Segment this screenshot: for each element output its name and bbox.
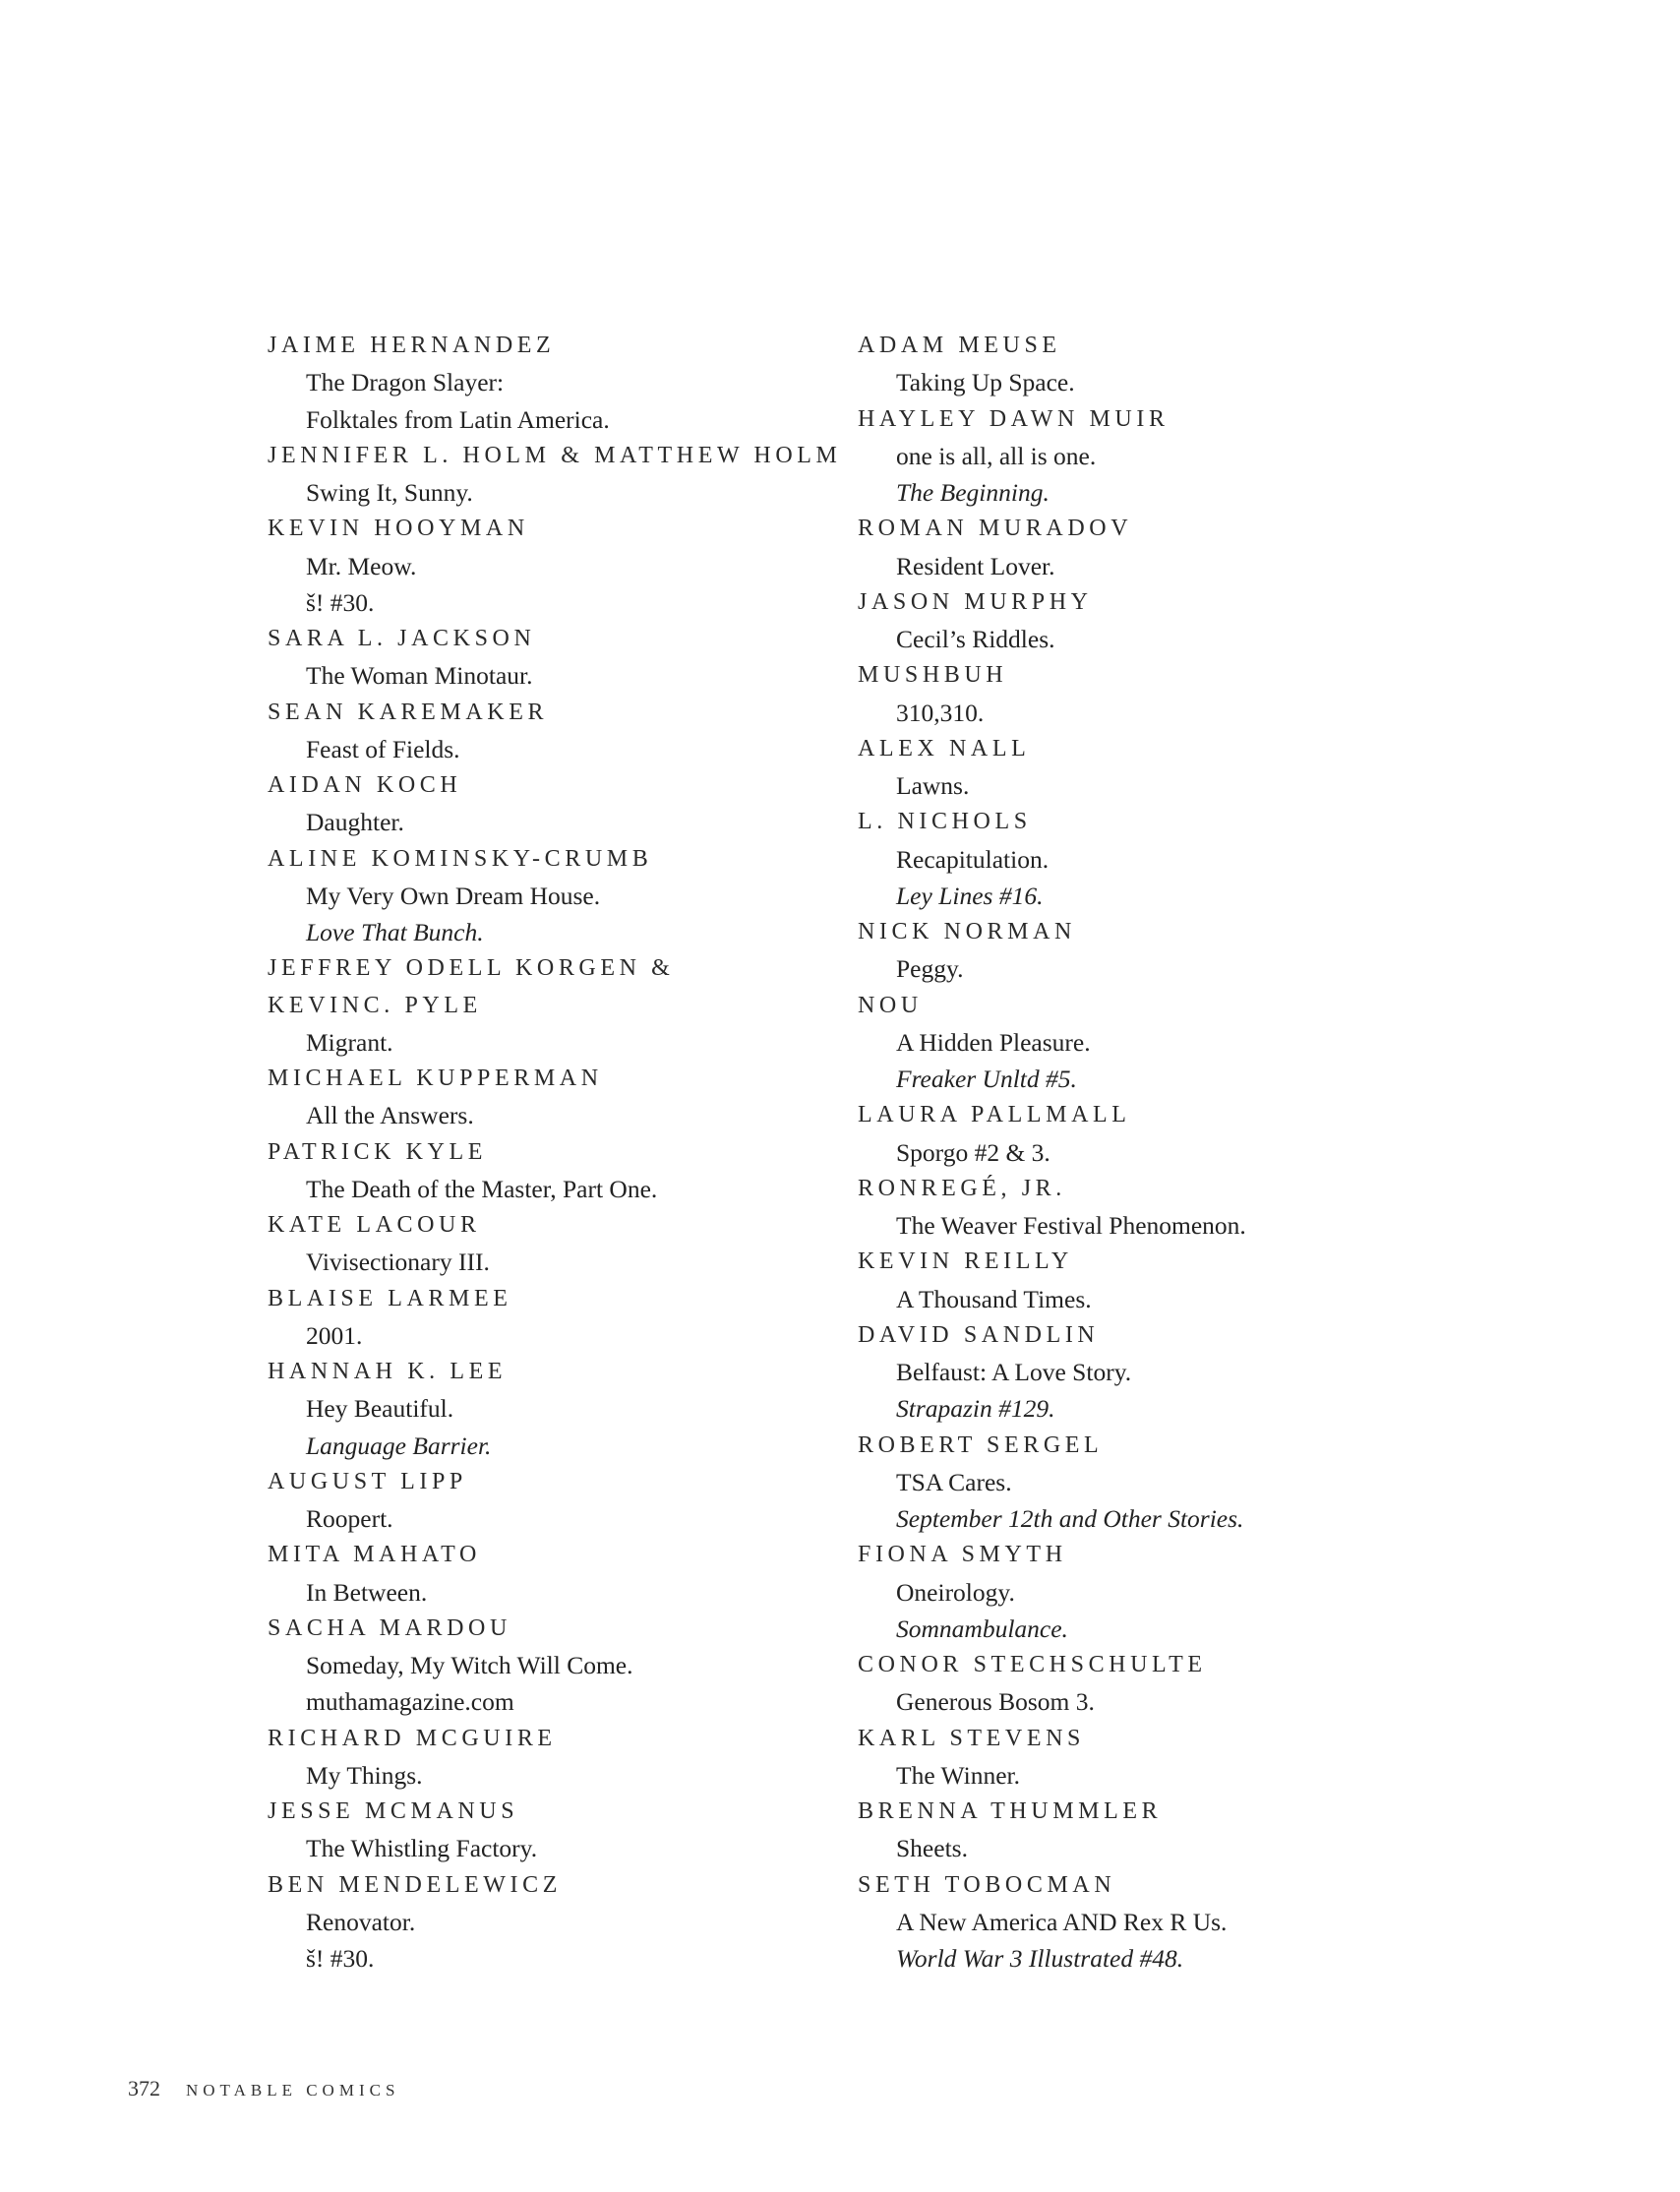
work-title: The Weaver Festival Phenomenon. <box>896 1211 1246 1240</box>
contributor-name: JASON MURPHY <box>858 588 1093 615</box>
contributor-name: CONOR STECHSCHULTE <box>858 1652 1207 1677</box>
work-title: Sheets. <box>896 1834 968 1863</box>
work-title: Lawns. <box>896 771 970 800</box>
contributor-name: HAYLEY DAWN MUIR <box>858 405 1170 432</box>
contributor-name: JAIME HERNANDEZ <box>268 333 556 358</box>
contributor-name: RONREGÉ, JR. <box>858 1175 1066 1201</box>
contributor-name: NOU <box>858 992 923 1018</box>
work-title: The Winner. <box>896 1760 1020 1790</box>
work-title: Peggy. <box>896 954 964 984</box>
work-title: Hey Beautiful. <box>306 1394 454 1424</box>
work-title: The Death of the Master, Part One. <box>306 1174 658 1203</box>
contributor-name: KEVIN REILLY <box>858 1248 1073 1275</box>
publication-title: Freaker Unltd #5. <box>896 1065 1077 1093</box>
contributor-name: SARA L. JACKSON <box>268 626 536 651</box>
page-number: 372 <box>128 2076 160 2101</box>
contributor-name: SACHA MARDOU <box>268 1614 511 1641</box>
contributor-name: ADAM MEUSE <box>858 333 1061 358</box>
contributor-name: RICHARD MCGUIRE <box>268 1725 557 1751</box>
contributor-name: JESSE MCMANUS <box>268 1798 519 1824</box>
publication-title: Love That Bunch. <box>306 918 484 946</box>
work-title: The Whistling Factory. <box>306 1834 538 1863</box>
work-title: Taking Up Space. <box>896 368 1075 397</box>
work-title: Mr. Meow. <box>306 551 417 580</box>
work-title: In Between. <box>306 1577 428 1607</box>
work-title: A Hidden Pleasure. <box>896 1027 1091 1057</box>
contributor-name: KARL STEVENS <box>858 1725 1085 1751</box>
right-column <box>858 328 1468 1977</box>
work-title: 310,310. <box>896 698 985 727</box>
contributor-name: AIDAN KOCH <box>268 772 462 798</box>
contributor-name: FIONA SMYTH <box>858 1542 1067 1568</box>
publication-title: Language Barrier. <box>306 1431 492 1460</box>
work-title: Swing It, Sunny. <box>306 478 473 507</box>
contributor-name: BEN MENDELEWICZ <box>268 1871 562 1898</box>
work-title: Migrant. <box>306 1027 393 1057</box>
contributor-name: ROBERT SERGEL <box>858 1431 1104 1458</box>
work-title: Someday, My Witch Will Come. <box>306 1651 633 1679</box>
work-title: muthamagazine.com <box>306 1687 514 1717</box>
contributor-name: MICHAEL KUPPERMAN <box>268 1066 603 1091</box>
publication-title: Strapazin #129. <box>896 1394 1055 1424</box>
contributor-name: NICK NORMAN <box>858 919 1076 944</box>
work-title: Cecil’s Riddles. <box>896 625 1055 653</box>
contributor-name: BRENNA THUMMLER <box>858 1798 1163 1824</box>
contributor-name: BLAISE LARMEE <box>268 1285 512 1311</box>
contributor-name: SEAN KAREMAKER <box>268 699 549 725</box>
page-footer <box>128 2074 399 2103</box>
running-title: NOTABLE COMICS <box>186 2081 400 2100</box>
contributor-name: LAURA PALLMALL <box>858 1102 1131 1128</box>
contributor-name: SETH TOBOCMAN <box>858 1871 1116 1898</box>
left-column <box>268 328 858 1977</box>
work-title: Generous Bosom 3. <box>896 1687 1095 1717</box>
work-title: My Things. <box>306 1760 423 1790</box>
contributor-name: L. NICHOLS <box>858 809 1032 835</box>
work-title: The Woman Minotaur. <box>306 661 533 691</box>
contributor-name: HANNAH K. LEE <box>268 1359 508 1384</box>
contributor-name: AUGUST LIPP <box>268 1468 467 1494</box>
contributor-name: ALEX NALL <box>858 735 1031 761</box>
publication-title: Ley Lines #16. <box>896 881 1044 910</box>
work-title: A Thousand Times. <box>896 1284 1092 1313</box>
contributor-name: MITA MAHATO <box>268 1542 481 1568</box>
publication-title: World War 3 Illustrated #48. <box>896 1944 1184 1973</box>
work-title: Renovator. <box>306 1907 416 1936</box>
work-title: š! #30. <box>306 587 375 617</box>
work-title: My Very Own Dream House. <box>306 881 601 910</box>
contributor-name: KATE LACOUR <box>268 1212 481 1238</box>
contributor-name: KEVINC. PYLE <box>268 992 482 1018</box>
work-title: Recapitulation. <box>896 844 1050 874</box>
work-title: Vivisectionary III. <box>306 1248 490 1277</box>
work-title: TSA Cares. <box>896 1467 1012 1496</box>
contributor-name: KEVIN HOOYMAN <box>268 516 529 542</box>
contributor-name: DAVID SANDLIN <box>858 1321 1100 1348</box>
work-title: Feast of Fields. <box>306 734 460 763</box>
publication-title: The Beginning. <box>896 478 1050 507</box>
work-title: Folktales from Latin America. <box>306 404 610 434</box>
work-title: Roopert. <box>306 1504 393 1533</box>
contributor-name: MUSHBUH <box>858 662 1008 689</box>
work-title: The Dragon Slayer: <box>306 368 505 397</box>
work-title: one is all, all is one. <box>896 441 1097 470</box>
contributor-name: PATRICK KYLE <box>268 1138 488 1165</box>
work-title: Oneirology. <box>896 1577 1015 1607</box>
work-title: š! #30. <box>306 1944 375 1973</box>
work-title: Belfaust: A Love Story. <box>896 1358 1132 1386</box>
work-title: Daughter. <box>306 808 404 837</box>
work-title: Resident Lover. <box>896 551 1055 580</box>
contributor-name: JEFFREY ODELL KORGEN & <box>268 955 675 982</box>
work-title: Sporgo #2 & 3. <box>896 1137 1050 1167</box>
publication-title: September 12th and Other Stories. <box>896 1504 1244 1533</box>
contributor-name: JENNIFER L. HOLM & MATTHEW HOLM <box>268 442 842 468</box>
contributor-name: ALINE KOMINSKY-CRUMB <box>268 845 653 872</box>
work-title: All the Answers. <box>306 1101 474 1130</box>
contributor-name: ROMAN MURADOV <box>858 516 1133 542</box>
work-title: A New America AND Rex R Us. <box>896 1907 1228 1936</box>
publication-title: Somnambulance. <box>896 1614 1068 1643</box>
work-title: 2001. <box>306 1320 363 1350</box>
